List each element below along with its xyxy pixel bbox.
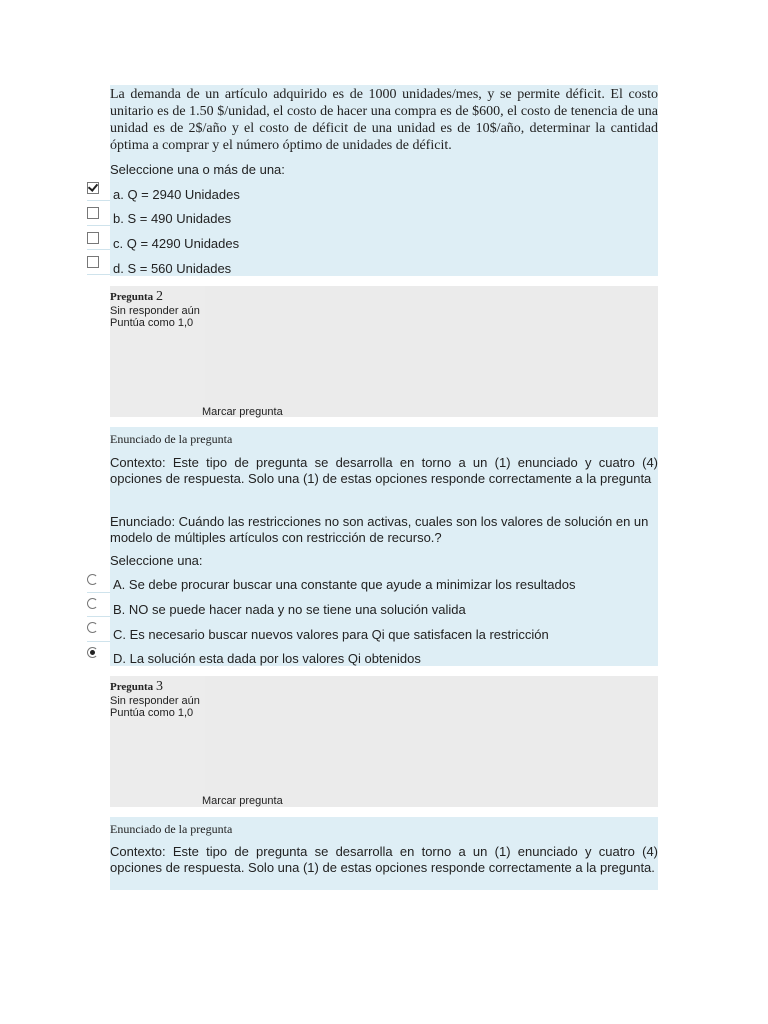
question-2-prompt: Seleccione una: xyxy=(110,553,203,568)
question-3-context: Contexto: Este tipo de pregunta se desarrolla en torno a un (1) enunciado y cuatro (4) opciones de respuesta. Solo una (1) de estas opciones responde correctamente a la pregunta. xyxy=(110,844,658,875)
question-3-score: Puntúa como 1,0 xyxy=(110,707,194,719)
option-a-checkbox[interactable] xyxy=(87,182,99,194)
option-a-label: a. Q = 2940 Unidades xyxy=(113,187,240,202)
option-C-radio[interactable] xyxy=(87,622,98,633)
question-number: 2 xyxy=(155,289,163,304)
question-2-heading: Enunciado de la pregunta xyxy=(110,432,233,446)
option-divider xyxy=(87,616,110,617)
option-A-radio[interactable] xyxy=(87,574,98,585)
option-divider xyxy=(87,249,110,250)
info-panel-bg xyxy=(205,676,658,807)
option-B-label: B. NO se puede hacer nada y no se tiene una solución valida xyxy=(113,602,466,617)
option-b-label: b. S = 490 Unidades xyxy=(113,211,232,226)
question-2-context: Contexto: Este tipo de pregunta se desarrolla en torno a un (1) enunciado y cuatro (4) opciones de respuesta. Solo una (1) de estas opciones responde correctamente a la pregunta xyxy=(110,455,658,486)
question-1-prompt: Seleccione una o más de una: xyxy=(110,162,285,177)
question-label: Pregunta xyxy=(110,291,154,303)
question-3-header xyxy=(110,680,163,694)
question-1-content xyxy=(110,85,658,276)
question-2-enunciado: Enunciado: Cuándo las restricciones no son activas, cuales son los valores de solución en un modelo de múltiples artículos con restricción de recurso.? xyxy=(110,514,649,545)
info-panel-bg xyxy=(205,286,658,417)
option-D-radio[interactable] xyxy=(87,647,98,658)
option-c-checkbox[interactable] xyxy=(87,232,99,244)
flag-question-3-link[interactable]: Marcar pregunta xyxy=(202,795,283,807)
option-divider xyxy=(87,641,110,642)
option-D-label: D. La solución esta dada por los valores Qi obtenidos xyxy=(113,651,421,666)
option-divider xyxy=(87,274,110,275)
flag-question-2-link[interactable]: Marcar pregunta xyxy=(202,406,283,418)
question-2-header xyxy=(110,290,163,304)
option-b-checkbox[interactable] xyxy=(87,207,99,219)
option-d-label: d. S = 560 Unidades xyxy=(113,261,232,276)
question-3-info xyxy=(110,676,658,807)
option-A-label: A. Se debe procurar buscar una constante que ayude a minimizar los resultados xyxy=(113,577,576,592)
question-number: 3 xyxy=(155,679,163,694)
option-divider xyxy=(87,592,110,593)
option-C-label: C. Es necesario buscar nuevos valores para Qi que satisfacen la restricción xyxy=(113,627,549,642)
question-1-stem: La demanda de un artículo adquirido es de 1000 unidades/mes, y se permite déficit. El costo unitario es de 1.50 $/unidad, el costo de hacer una compra es de $600, el costo de tenencia de una unidad es de 2$/año y el costo de déficit de una unidad es de 10$/año, determinar la cantidad óptima a comprar y el número óptimo de unidades de déficit. xyxy=(110,87,658,153)
question-3-content xyxy=(110,817,658,890)
question-3-heading: Enunciado de la pregunta xyxy=(110,822,233,836)
question-2-score: Puntúa como 1,0 xyxy=(110,317,194,329)
option-c-label: c. Q = 4290 Unidades xyxy=(113,236,240,251)
option-divider xyxy=(87,200,110,201)
option-B-radio[interactable] xyxy=(87,598,98,609)
question-2-content xyxy=(110,427,658,666)
option-divider xyxy=(87,225,110,226)
question-2-info xyxy=(110,286,658,417)
question-label: Pregunta xyxy=(110,681,154,693)
option-d-checkbox[interactable] xyxy=(87,256,99,268)
question-3-status: Sin responder aún xyxy=(110,695,200,707)
question-2-status: Sin responder aún xyxy=(110,305,200,317)
